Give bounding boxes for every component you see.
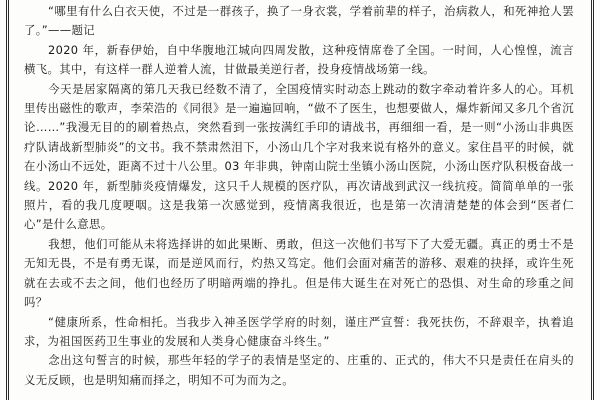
paragraph-1: [24, 41, 574, 80]
paragraph-2: [24, 80, 574, 235]
paragraph-3-text: 我想，他们可能从未将选择讲的如此果断、勇敢，但这一次他们书写下了大爱无疆。真正的勇士不是无知无畏，不是有勇无谋，而是逆风而行，灼热又笃定。他们会面对痛苦的游移、艰难的抉择，或许生死就在去或不去之间，他们也经历了明暗两端的挣扎。但是伟大诞生在对死亡的恐惧、对生命的珍重之间吗？: [24, 236, 574, 310]
paragraph-3: [24, 235, 574, 313]
epigraph-text: “哪里有什么白衣天使，不过是一群孩子，换了一身衣裳，学着前辈的样子，治病救人，和死神抢人罢了。”——题记: [24, 4, 574, 38]
epigraph: [24, 2, 574, 41]
paragraph-5-text: 念出这句誓言的时候，那些年轻的学子的表情是坚定的、庄重的、正式的，伟大不只是责任在肩头的义无反顾，也是明知痛而择之，明知不可为而为之。: [24, 353, 574, 387]
paragraph-4: [24, 313, 574, 352]
paragraph-1-text: 2020 年，新春伊始，自中华腹地江城向四周发散，这种疫情席卷了全国。一时间，人心惶惶，流言横飞。其中，有这样一群人逆着人流，甘做最美逆行者，投身疫情战场第一线。: [24, 42, 574, 77]
paragraph-2-text: 今天是居家隔离的第几天我已经数不清了，全国疫情实时动态上跳动的数字牵动着许多人的心。耳机里传出磁性的歌声，李荣浩的《同很》是一遍遍回响，“做不了医生，也想要做人，爆炸新闻又多几个省沉论……”我漫无目的的刷着热点，突然看到一张按满红手印的请战书，再细细一看，是一则“小汤山非典医疗队请战新型肺炎”的文书。我不禁肃然泪下，小汤山几个字对我来说有格外的意义。家住昌平的时候，就在小汤山不远处，距离不过十八公里。03 年非典，钟南山院士坐镇小汤山医院，小汤山医疗队积极奋战一线。2020 年，新型肺炎疫情爆发，这只千人规模的医疗队，再次请战到武汉一线抗疫。简简单单的一张照片，看的我几度哽咽。这是我第一次感觉到，疫情离我很近，也是第一次清清楚楚的体会到“医者仁心”是什么意思。: [24, 81, 574, 232]
essay-body: [18, 0, 582, 390]
paragraph-4-text: “健康所系，性命相托。当我步入神圣医学学府的时刻，谨庄严宣誓：我死扶伤，不辞艰辛，执着追求，为祖国医药卫生事业的发展和人类身心健康奋斗终生。”: [24, 314, 574, 348]
paragraph-5: [24, 351, 574, 390]
